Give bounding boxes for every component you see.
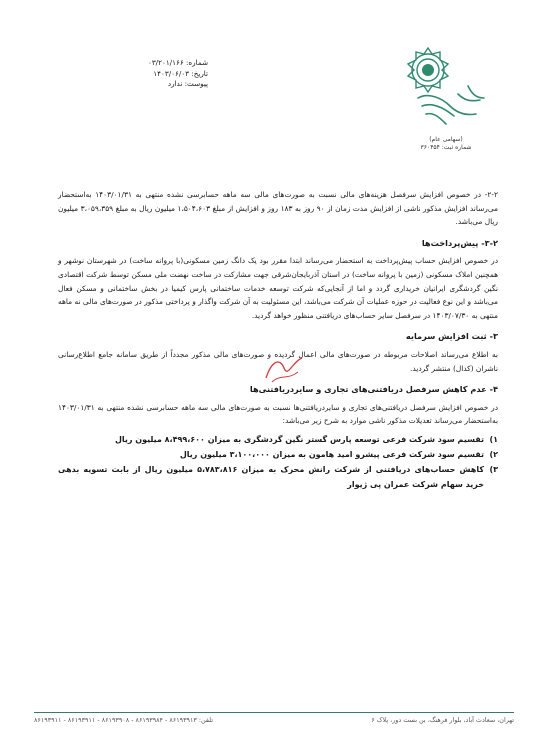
list-item-text: کاهش حساب‌های دریافتنی از شرکت رانش محرک به میزان ۵،۷۸۳،۸۱۶ میلیون ریال از بابت تسویه بدهی خرید سهام شرکت عمران پی ژیوار xyxy=(58,464,485,489)
list-item-text: تقسیم سود شرکت فرعی توسعه پارس گستر نگین گردشگری به میزان ۸،۴۹۹،۶۰۰ میلیون ریال xyxy=(114,434,484,444)
list-item-text: تقسیم سود شرکت فرعی پیشرو امید هامون به میزان ۳،۱۰۰،۰۰۰ میلیون ریال xyxy=(179,449,484,459)
adjustments-list xyxy=(58,432,498,492)
letter-footer xyxy=(34,716,514,730)
section-4-text: در خصوص افزایش سرفصل دریافتنی‌های تجاری و سایردریافتنی‌ها نسبت به صورت‌های مالی سه ماهه حسابرسی نشده منتهی به ۱۴۰۳/۰۱/۳۱ به‌استحضار می‌رساند تعدیلات مذکور ناشی موارد به شرح زیر می‌باشد: xyxy=(58,402,498,426)
list-item xyxy=(58,462,498,492)
section-4-title: ۴- عدم کاهش سرفصل دریافتنی‌های تجاری و سایردریافتنی‌ها xyxy=(249,384,498,395)
section-3-text: به اطلاع می‌رساند اصلاحات مربوطه در صورت‌های مالی اعمال گردیده و صورت‌های مالی مذکور مجدداً از طریق سامانه جامع اطلاع‌رسانی ناشران (کدال) منتشر گردید. xyxy=(58,349,498,373)
logo-mark-icon xyxy=(398,40,494,136)
list-item-number: ۱) xyxy=(489,434,498,444)
company-logo xyxy=(398,40,494,160)
letter-body xyxy=(58,188,498,492)
section-2-2: ۲-۲- در خصوص افزایش سرفصل هزینه‌های مالی نسبت به صورت‌های مالی سه ماهه حسابرسی نشده منتهی به ۱۴۰۳/۰۱/۳۱ به‌استحضار می‌رساند افزایش مذکور ناشی از افزایش مدت زمان از ۹۰ روز به ۱۸۳ روز و افزایش از مبلغ ۱،۵۰۴،۶۰۳ میلیون ریال به مبلغ ۳،۰۵۹،۳۵۹ میلیون ریال می‌باشد. xyxy=(58,190,498,227)
footer-phone: تلفن: ۸۶۱۹۳۹۱۳ - ۸۶۱۹۳۹۸۴ - ۸۶۱۹۳۹۰۸ - ۸۶۱۹۳۹۱۱ - ۸۶۱۹۳۹۱۱ xyxy=(34,716,214,724)
letter-number: شماره: ۰۳/۲۰۱/۱۶۶ xyxy=(147,58,208,67)
letter-meta xyxy=(78,58,208,90)
section-2-3-text: در خصوص افزایش حساب پیش‌پرداخت به استحضار می‌رساند ابتدا مقرر بود یک دانگ زمین مسکونی(با پروانه ساخت) در شهرستان نوشهر و همچنین املاک مسکونی (زمین با پروانه ساخت) در استان آذربایجان‌شرقی جهت مشارکت در ساخت نهضت ملی مسکن توسط شرکت اقتصادی نگین گردشگری ایرانیان خریداری گردد و اما از آنجایی‌که شرکت توسعه خدمات ساختمانی پارس کیمیا در بخش ساختمانی و مسکن فعال می‌باشد و این نوع فعالیت در حوزه عملیات آن شرکت می‌باشد، این مسئولیت به آن شرکت واگذار و پرداختی مذکور در صورت‌های مالی نه ماهه منتهی به ۱۴۰۳/۰۷/۳۰ در سرفصل سایر حساب‌های دریافتنی منظور خواهد گردید. xyxy=(58,256,498,320)
footer-divider xyxy=(34,712,514,713)
list-item xyxy=(58,447,498,462)
footer-address: تهران، سعادت آباد، بلوار فرهنگ، بن بست دور، پلاک ۶ xyxy=(371,716,514,724)
list-item xyxy=(58,432,498,447)
section-2-3-title: ۳-۲- پیش‌پرداخت‌ها xyxy=(421,237,498,248)
letter-date: تاریخ: ۱۴۰۳/۰۶/۰۳ xyxy=(153,68,208,78)
list-item-number: ۲) xyxy=(489,449,498,459)
letter-attachment: پیوست: ندارد xyxy=(167,79,208,88)
registration-number: شماره ثبت: ۳۶۰۴۵۴ xyxy=(420,144,472,151)
company-public-label: (سهامی عام) xyxy=(429,136,463,143)
list-item-number: ۳) xyxy=(489,464,498,474)
section-3-title: ۳- ثبت افزایش سرمایه xyxy=(405,331,498,342)
